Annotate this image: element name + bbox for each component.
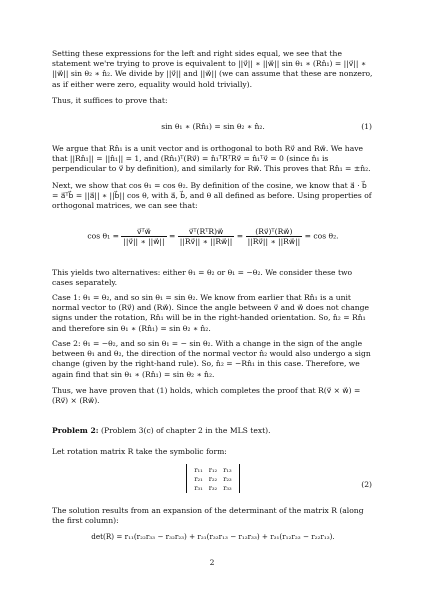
cosine-equation bbox=[52, 227, 374, 246]
paragraph-rotation-matrix: Let rotation matrix R take the symbolic form: bbox=[52, 447, 227, 456]
matrix-cell: r₃₁ bbox=[194, 483, 203, 492]
matrix-equation bbox=[52, 464, 374, 495]
matrix-cell: r₁₃ bbox=[223, 465, 232, 474]
paragraph-equivalence: Setting these expressions for the left and right sides equal, we see that the statement we're trying to prove is equivalent to ||v⃗|| ∗ ||w⃗|| sin θ₁ ∗ (Rn̂₁) = ||v⃗|| ∗ ||w⃗|| sin θ₂ ∗ n̂₂. We divide by ||v⃗|| and ||w⃗|| (we can assume that these are nonzero, as if either were zero, equality would hold trivially). bbox=[52, 49, 373, 89]
matrix-cell: r₃₂ bbox=[208, 483, 218, 492]
paragraph-conclusion: Thus, we have proven that (1) holds, which completes the proof that R(v⃗ × w⃗) = (Rv⃗) × (Rw⃗). bbox=[52, 386, 361, 406]
fraction-2-numerator: v⃗ᵀ(RᵀR)w⃗ bbox=[178, 227, 235, 237]
cosine-lhs: cos θ₁ = bbox=[87, 231, 119, 241]
matrix-cell: r₁₁ bbox=[194, 465, 203, 474]
fraction-3-numerator: (Rv⃗)ᵀ(Rw⃗) bbox=[246, 227, 303, 237]
paragraph-case-1: Case 1: θ₁ = θ₂, and so sin θ₁ = sin θ₂. We know from earlier that Rn̂₁ is a unit normal vector to (Rv⃗) and (Rw⃗). Since the angle between v⃗ and w⃗ does not change signs under the rotation, Rn̂₁ will be in the right-handed orientation. So, n̂₂ = Rn̂₁ and therefore sin θ₁ ∗ (Rn̂₁) = sin θ₂ ∗ n̂₂. bbox=[52, 293, 369, 333]
fraction-3-denominator: ||Rv⃗|| ∗ ||Rw⃗|| bbox=[247, 237, 301, 246]
matrix-cell: r₂₂ bbox=[208, 474, 218, 483]
cosine-rhs: = cos θ₂. bbox=[304, 231, 339, 241]
fraction-1-numerator: v⃗ᵀw⃗ bbox=[121, 227, 166, 237]
problem-heading bbox=[52, 426, 374, 436]
fraction-1-denominator: ||v⃗|| ∗ ||w⃗|| bbox=[123, 237, 165, 246]
paragraph-cosine: Next, we show that cos θ₁ = cos θ₂. By definition of the cosine, we know that a⃗ · b⃗ = a⃗ᵀb⃗ = ||a⃗|| ∗ ||b⃗|| cos θ, with a⃗, b⃗, and θ all defined as before. Using properties of orthogonal matrices, we can see that: bbox=[52, 181, 372, 211]
paragraph-determinant: The solution results from an expansion of the determinant of the matrix R (along the first column): bbox=[52, 506, 364, 526]
matrix-row bbox=[191, 465, 234, 474]
fraction-2-denominator: ||Rv⃗|| ∗ ||Rw⃗|| bbox=[179, 237, 233, 246]
fraction-1 bbox=[121, 227, 166, 246]
equation-1-number: (1) bbox=[361, 122, 372, 131]
fraction-2 bbox=[178, 227, 235, 246]
equals-sign: = bbox=[168, 231, 176, 241]
fraction-3 bbox=[246, 227, 303, 246]
matrix-cell: r₁₂ bbox=[208, 465, 218, 474]
equation-2-number: (2) bbox=[361, 480, 372, 489]
problem-reference: (Problem 3(c) of chapter 2 in the MLS text). bbox=[101, 426, 271, 435]
matrix-cell: r₂₃ bbox=[223, 474, 232, 483]
matrix-row bbox=[191, 474, 234, 483]
rotation-matrix bbox=[186, 464, 239, 493]
paragraph-suffices: Thus, it suffices to prove that: bbox=[52, 96, 168, 105]
paragraph-alternatives: This yields two alternatives: either θ₁ = θ₂ or θ₁ = −θ₂. We consider these two cases separately. bbox=[52, 268, 353, 288]
problem-label: Problem 2: bbox=[52, 426, 99, 435]
matrix-cell: r₂₁ bbox=[194, 474, 203, 483]
paragraph-case-2: Case 2: θ₁ = −θ₂, and so sin θ₁ = − sin θ₂. With a change in the sign of the angle between θ₁ and θ₂, the direction of the normal vector n̂₂ would also undergo a sign change (given by the right-hand rule). So, n̂₂ = −Rn̂₁ in this case. Therefore, we again find that sin θ₁ ∗ (Rn̂₁) = sin θ₂ ∗ n̂₂. bbox=[52, 339, 371, 379]
matrix-cell: r₃₃ bbox=[223, 483, 232, 492]
matrix-row bbox=[191, 483, 234, 492]
paragraph-unit-vector: We argue that Rn̂₁ is a unit vector and is orthogonal to both Rv⃗ and Rw⃗. We have that ||Rn̂₁|| = ||n̂₁|| = 1, and (Rn̂₁)ᵀ(Rv⃗) = n̂₁ᵀRᵀRv⃗ = n̂₁ᵀv⃗ = 0 (since n̂₁ is perpendicular to v⃗ by definition), and similarly for Rw⃗. This proves that Rn̂₁ = ±n̂₂. bbox=[52, 144, 371, 174]
determinant-equation: det(R) = r₁₁(r₂₂r₃₃ − r₃₂r₂₃) + r₂₁(r₃₂r₁₃ − r₁₂r₃₃) + r₃₁(r₁₂r₂₃ − r₂₂r₁₃). bbox=[91, 532, 335, 541]
equation-1: sin θ₁ ∗ (Rn̂₁) = sin θ₂ ∗ n̂₂. bbox=[161, 122, 265, 131]
equals-sign: = bbox=[236, 231, 244, 241]
page-number: 2 bbox=[209, 558, 215, 567]
